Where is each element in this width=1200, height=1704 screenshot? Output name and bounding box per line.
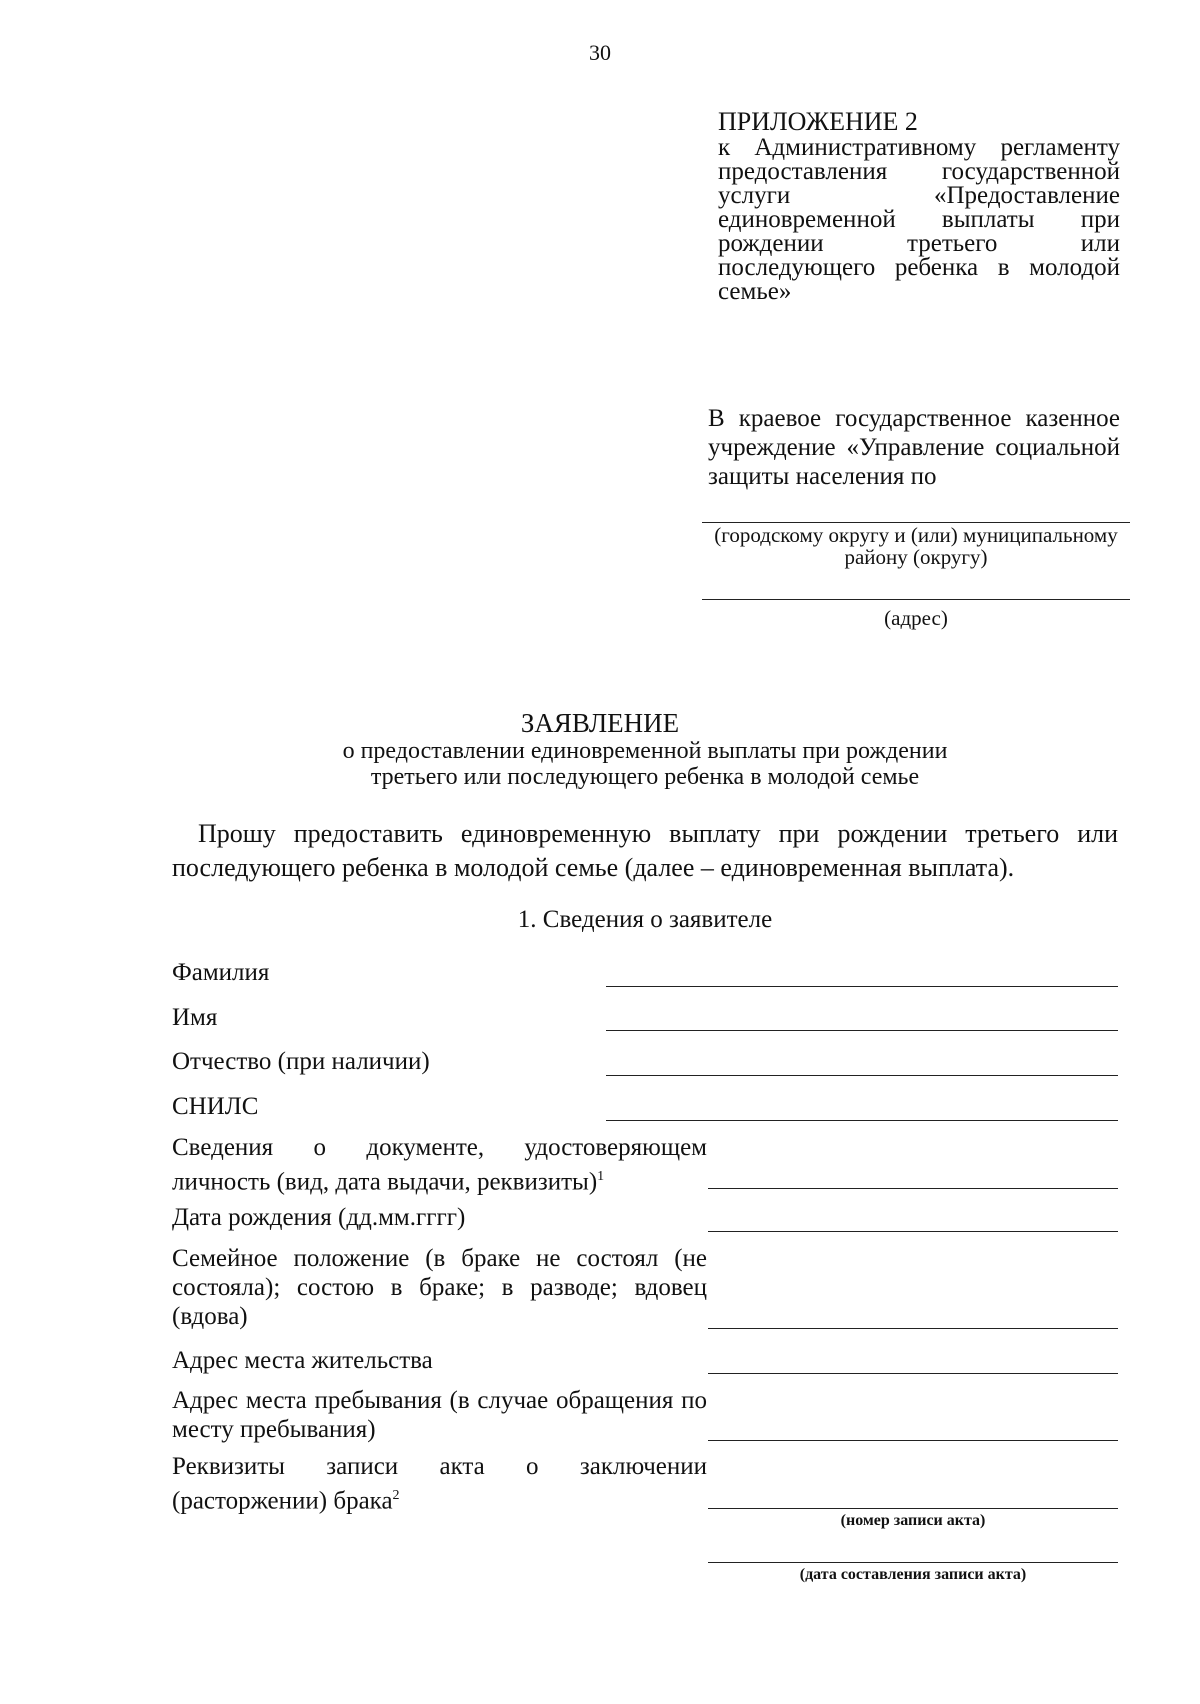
intro-text: Прошу предоставить единовременную выплату при рождении третьего или последующего ребенка в молодой семье (далее – единовременная выплата). bbox=[172, 819, 1118, 882]
address-caption: (адрес) bbox=[884, 606, 948, 630]
record-date-field[interactable] bbox=[708, 1562, 1118, 1563]
recipient-text: В краевое государственное казенное учреждение «Управление социальной защиты населения по bbox=[708, 405, 1120, 490]
marital-status-label: Семейное положение (в браке не состоял (не состояла); состою в браке; в разводе; вдовец (вдова) bbox=[172, 1245, 707, 1330]
record-number-caption: (номер записи акта) bbox=[840, 1512, 986, 1529]
document-subtitle-line2: третьего или последующего ребенка в молодой семье bbox=[370, 764, 920, 790]
surname-field[interactable] bbox=[606, 986, 1118, 987]
residence-address-label: Адрес места жительства bbox=[172, 1347, 433, 1374]
record-date-caption: (дата составления записи акта) bbox=[799, 1566, 1027, 1583]
appendix-text: к Административному регламенту предоставления государственной услуги «Предоставление единовременной выплаты при рождении третьего или последующего ребенка в молодой семье» bbox=[718, 134, 1120, 305]
marriage-record-text: Реквизиты записи акта о заключении (расторжении) брака bbox=[172, 1453, 707, 1515]
snils-field[interactable] bbox=[606, 1120, 1118, 1121]
patronymic-field[interactable] bbox=[606, 1075, 1118, 1076]
document-title: ЗАЯВЛЕНИЕ bbox=[520, 708, 680, 738]
section-title: 1. Сведения о заявителе bbox=[517, 906, 773, 933]
stay-address-field[interactable] bbox=[708, 1440, 1118, 1441]
district-caption: (городскому округу и (или) муниципальному району (округу) bbox=[714, 523, 1118, 569]
birth-date-label: Дата рождения (дд.мм.гггг) bbox=[172, 1204, 466, 1231]
footnote-ref-1: 1 bbox=[597, 1169, 605, 1184]
id-document-field[interactable] bbox=[708, 1188, 1118, 1189]
id-document-text: Сведения о документе, удостоверяющем личность (вид, дата выдачи, реквизиты) bbox=[172, 1134, 707, 1196]
birth-date-field[interactable] bbox=[708, 1231, 1118, 1232]
snils-label: СНИЛС bbox=[172, 1093, 259, 1120]
document-subtitle bbox=[200, 738, 1090, 790]
appendix-block bbox=[718, 108, 1120, 304]
intro-paragraph bbox=[172, 817, 1118, 885]
surname-label: Фамилия bbox=[172, 959, 270, 986]
residence-address-field[interactable] bbox=[708, 1373, 1118, 1374]
stay-address-label: Адрес места пребывания (в случае обращения по месту пребывания) bbox=[172, 1387, 707, 1443]
appendix-title: ПРИЛОЖЕНИЕ 2 bbox=[718, 107, 918, 136]
record-number-field[interactable] bbox=[708, 1508, 1118, 1509]
document-subtitle-line1: о предоставлении единовременной выплаты при рождении bbox=[342, 738, 948, 764]
patronymic-label: Отчество (при наличии) bbox=[172, 1048, 430, 1075]
address-line bbox=[702, 599, 1130, 600]
marriage-record-label bbox=[172, 1452, 707, 1515]
name-label: Имя bbox=[172, 1004, 218, 1031]
marital-status-field[interactable] bbox=[708, 1328, 1118, 1329]
name-field[interactable] bbox=[606, 1030, 1118, 1031]
id-document-label bbox=[172, 1133, 707, 1196]
footnote-ref-2: 2 bbox=[392, 1488, 400, 1503]
page-number: 30 bbox=[589, 40, 611, 65]
